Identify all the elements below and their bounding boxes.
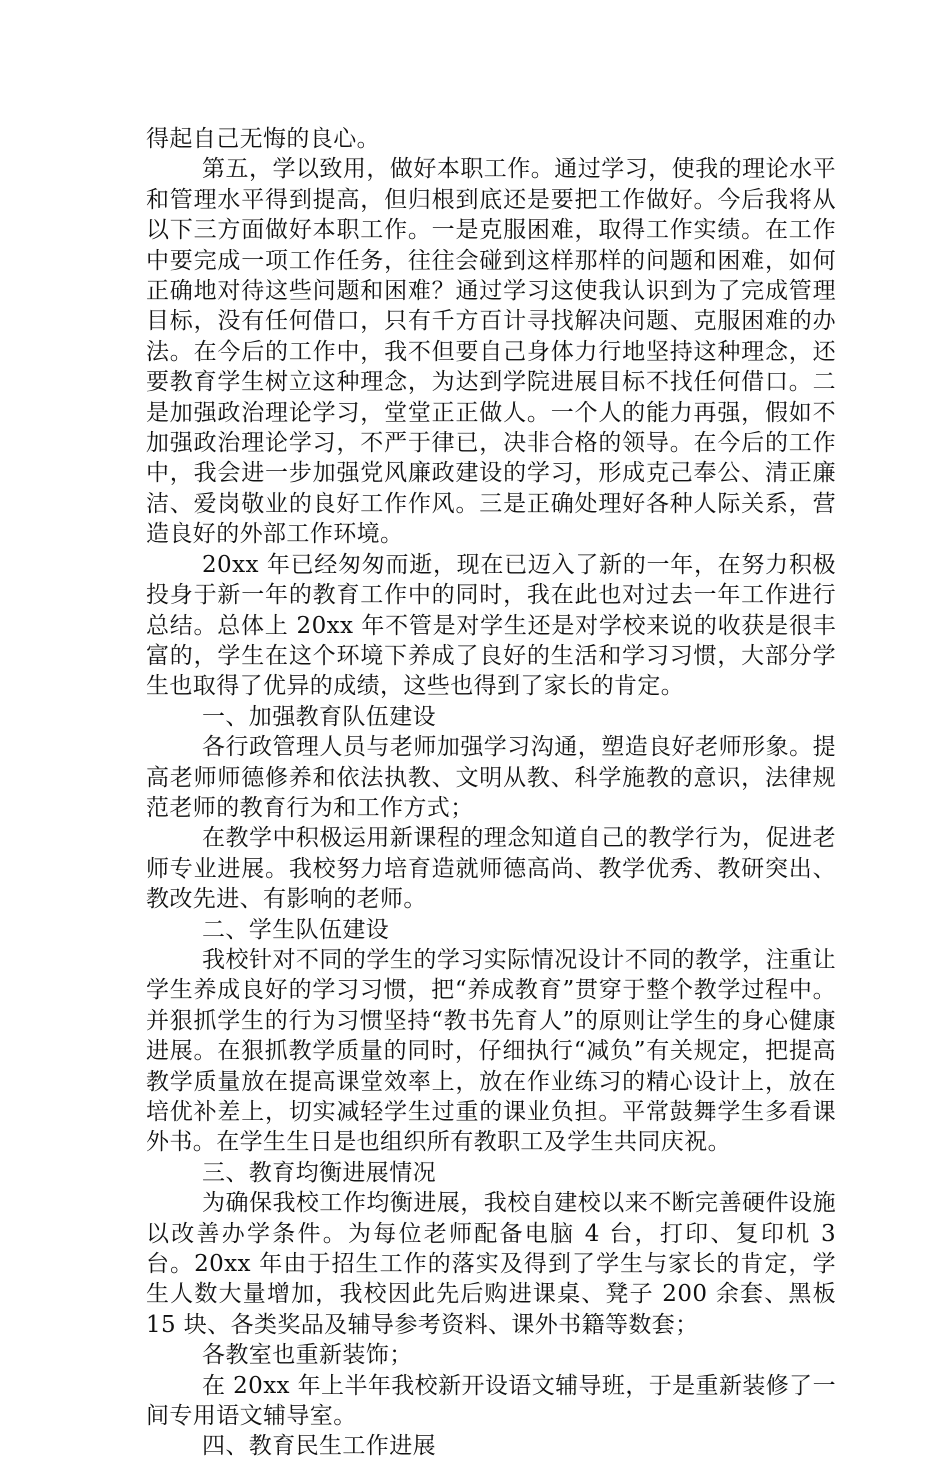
paragraph: 20xx 年已经匆匆而逝，现在已迈入了新的一年，在努力积极投身于新一年的教育工作中的同时，我在此也对过去一年工作进行总结。总体上 20xx 年不管是对学生还是对学校来说的收获是很丰富的，学生在这个环境下养成了良好的生活和学习习惯，大部分学生也取得了优异的成绩，这些也得到了家长的肯定。 — [146, 551, 836, 700]
paragraph: 得起自己无悔的良心。 — [146, 126, 380, 152]
section-heading: 一、加强教育队伍建设 — [202, 703, 436, 730]
paragraph: 在教学中积极运用新课程的理念知道自己的教学行为，促进老师专业进展。我校努力培育造就师德高尚、教学优秀、教研突出、教改先进、有影响的老师。 — [146, 825, 836, 913]
paragraph: 在 20xx 年上半年我校新开设语文辅导班，于是重新装修了一间专用语文辅导室。 — [146, 1372, 836, 1430]
paragraph: 为确保我校工作均衡进展，我校自建校以来不断完善硬件设施以改善办学条件。为每位老师配备电脑 4 台，打印、复印机 3 台。20xx 年由于招生工作的落实及得到了学生与家长的肯定，学生人数大量增加，我校因此先后购进课桌、凳子 200 余套、黑板 15 块、各类奖品及辅导参考资料、课外书籍等数套； — [146, 1190, 836, 1338]
section-heading: 三、教育均衡进展情况 — [202, 1159, 436, 1186]
paragraph: 第五，学以致用，做好本职工作。通过学习，使我的理论水平和管理水平得到提高，但归根到底还是要把工作做好。今后我将从以下三方面做好本职工作。一是克服困难，取得工作实绩。在工作中要完成一项工作任务，往往会碰到这样那样的问题和困难，如何正确地对待这些问题和困难？通过学习这使我认识到为了完成管理目标，没有任何借口，只有千方百计寻找解决问题、克服困难的办法。在今后的工作中，我不但要自己身体力行地坚持这种理念，还要教育学生树立这种理念，为达到学院进展目标不找任何借口。二是加强政治理论学习，堂堂正正做人。一个人的能力再强，假如不加强政治理论学习，不严于律已，决非合格的领导。在今后的工作中，我会进一步加强党风廉政建设的学习，形成克己奉公、清正廉洁、爱岗敬业的良好工作作风。三是正确处理好各种人际关系，营造良好的外部工作环境。 — [146, 156, 836, 548]
section-heading: 四、教育民生工作进展 — [202, 1433, 436, 1460]
paragraph: 各行政管理人员与老师加强学习沟通，塑造良好老师形象。提高老师师德修养和依法执教、文明从教、科学施教的意识，法律规范老师的教育行为和工作方式； — [146, 734, 836, 821]
paragraph: 各教室也重新装饰； — [202, 1342, 413, 1369]
paragraph: 我校针对不同的学生的学习实际情况设计不同的教学，注重让学生养成良好的学习习惯，把“养成教育”贯穿于整个教学过程中。并狠抓学生的行为习惯坚持“教书先育人”的原则让学生的身心健康进展。在狠抓教学质量的同时，仔细执行“减负”有关规定，把提高教学质量放在提高课堂效率上，放在作业练习的精心设计上，放在培优补差上，切实减轻学生过重的课业负担。平常鼓舞学生多看课外书。在学生生日是也组织所有教职工及学生共同庆祝。 — [146, 946, 836, 1156]
section-heading: 二、学生队伍建设 — [202, 916, 390, 943]
document-body — [146, 124, 836, 1462]
